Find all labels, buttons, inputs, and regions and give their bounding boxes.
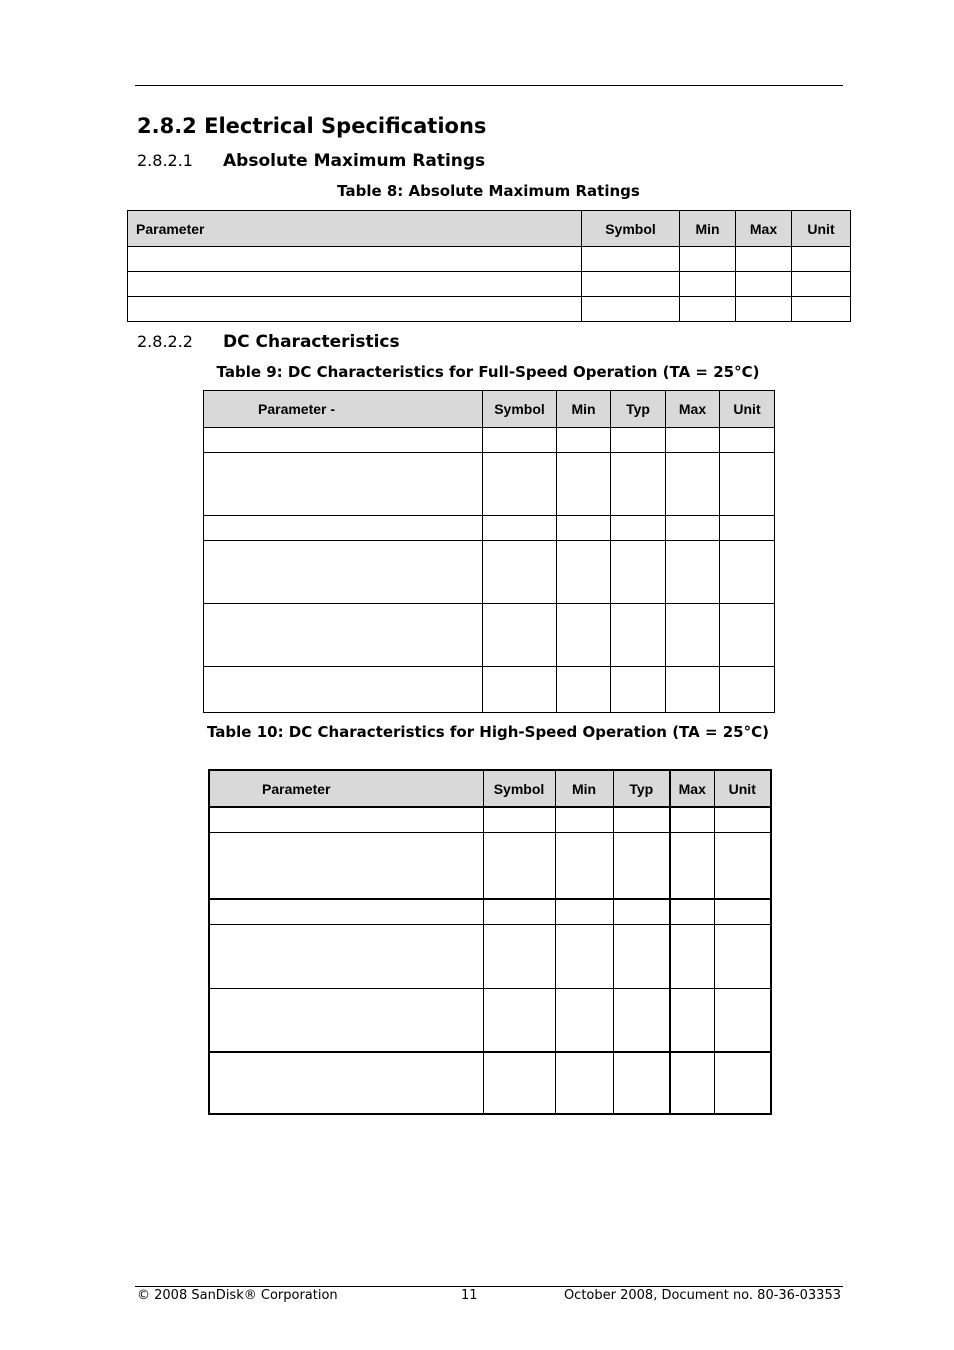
subsection-heading-dc xyxy=(137,332,400,352)
table-row xyxy=(209,924,771,988)
table10 xyxy=(208,769,772,1115)
subsection-title: DC Characteristics xyxy=(223,332,400,352)
table-row xyxy=(204,541,775,604)
table-row xyxy=(128,297,851,322)
table-row xyxy=(204,453,775,516)
table8-header-symbol: Symbol xyxy=(582,211,680,247)
subsection-number: 2.8.2.1 xyxy=(137,151,193,170)
table8-caption: Table 8: Absolute Maximum Ratings xyxy=(337,182,640,200)
table10-header-unit: Unit xyxy=(714,770,771,807)
table8-header-max: Max xyxy=(736,211,792,247)
subsection-heading-absolute-max xyxy=(137,151,485,171)
header-rule xyxy=(135,85,843,86)
table-row xyxy=(204,516,775,541)
table9-header-parameter: Parameter - xyxy=(204,391,483,428)
table10-header-symbol: Symbol xyxy=(483,770,555,807)
footer-copyright: © 2008 SanDisk® Corporation xyxy=(137,1288,338,1303)
table-row xyxy=(204,428,775,453)
table9 xyxy=(203,390,775,713)
table9-header-typ: Typ xyxy=(611,391,666,428)
table9-header-symbol: Symbol xyxy=(483,391,557,428)
subsection-number: 2.8.2.2 xyxy=(137,332,193,351)
table-row xyxy=(209,1052,771,1114)
table-row xyxy=(209,807,771,832)
subsection-title: Absolute Maximum Ratings xyxy=(223,151,486,171)
table8-header-unit: Unit xyxy=(792,211,851,247)
table10-caption: Table 10: DC Characteristics for High-Speed Operation (TA = 25°C) xyxy=(207,723,769,741)
table10-header-typ: Typ xyxy=(613,770,670,807)
table8 xyxy=(127,210,851,322)
table9-header-unit: Unit xyxy=(720,391,775,428)
table-row xyxy=(128,272,851,297)
table10-header-parameter: Parameter xyxy=(209,770,483,807)
table10-header-min: Min xyxy=(555,770,613,807)
footer-page-number: 11 xyxy=(461,1288,478,1303)
table8-header-row xyxy=(128,211,851,247)
table-row xyxy=(209,988,771,1052)
table8-header-parameter: Parameter xyxy=(128,211,582,247)
footer-document-info: October 2008, Document no. 80-36-03353 xyxy=(563,1288,841,1303)
table-row xyxy=(209,832,771,899)
table-row xyxy=(204,667,775,713)
table9-caption: Table 9: DC Characteristics for Full-Speed Operation (TA = 25°C) xyxy=(216,363,760,381)
table9-header-row xyxy=(204,391,775,428)
footer-rule xyxy=(135,1286,843,1287)
table9-header-min: Min xyxy=(557,391,611,428)
table10-header-row xyxy=(209,770,771,807)
table-row xyxy=(209,899,771,924)
table10-header-max: Max xyxy=(670,770,714,807)
table9-header-max: Max xyxy=(666,391,720,428)
table-row xyxy=(204,604,775,667)
section-heading: 2.8.2 Electrical Specifications xyxy=(137,114,487,138)
table-row xyxy=(128,247,851,272)
table8-header-min: Min xyxy=(680,211,736,247)
